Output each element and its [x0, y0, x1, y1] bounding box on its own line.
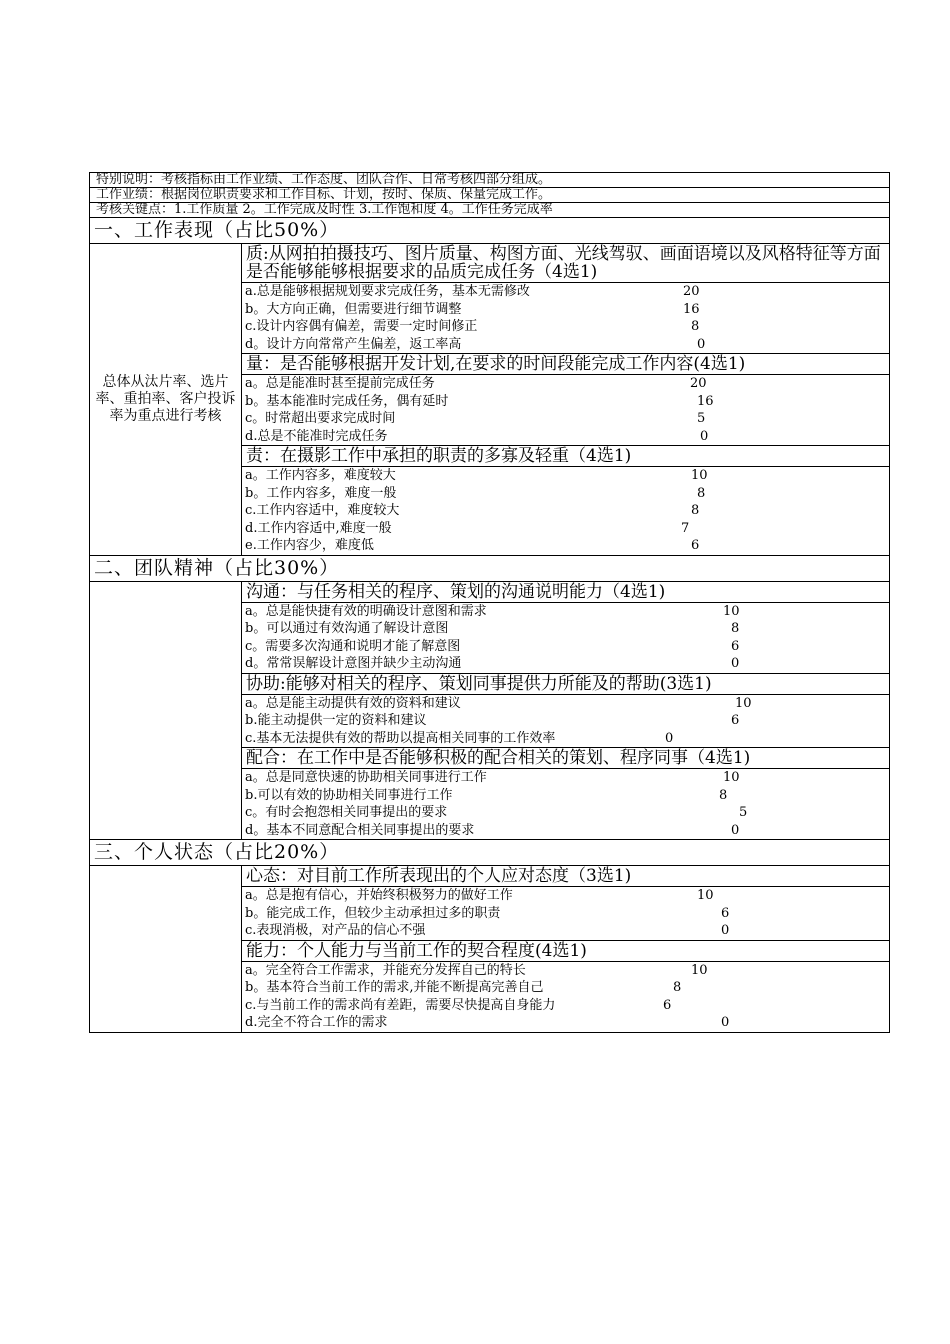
section-left-label [90, 866, 242, 1032]
option-text: d。常常误解设计意图并缺少主动沟通 [245, 656, 462, 671]
option-row [245, 502, 889, 520]
option-text: d.工作内容适中,难度一般 [245, 520, 392, 536]
option-row [245, 769, 889, 787]
option-list [242, 695, 889, 748]
option-text: c.工作内容适中，难度较大 [245, 503, 400, 518]
criterion-group [242, 866, 889, 941]
option-row [245, 485, 889, 503]
criterion-group [242, 354, 889, 446]
option-list [242, 467, 889, 555]
option-score: 0 [721, 923, 730, 938]
option-row [245, 712, 889, 730]
option-score: 8 [691, 503, 700, 518]
option-row [245, 695, 889, 713]
option-score: 0 [731, 822, 740, 838]
section-left-label [90, 582, 242, 840]
criterion-group [242, 244, 889, 354]
option-score: 20 [683, 284, 700, 299]
option-row [245, 1014, 889, 1032]
section-title: 一、工作表现（占比50%） [90, 218, 889, 244]
criterion-question: 心态：对目前工作所表现出的个人应对态度（3选1) [242, 866, 889, 887]
option-score: 6 [731, 638, 740, 654]
option-row [245, 887, 889, 905]
criterion-question: 沟通：与任务相关的程序、策划的沟通说明能力（4选1) [242, 582, 889, 603]
criterion-question: 协助:能够对相关的程序、策划同事提供力所能及的帮助(3选1) [242, 674, 889, 695]
option-list [242, 962, 889, 1032]
option-row [245, 787, 889, 805]
criterion-group [242, 674, 889, 749]
criteria-column [242, 866, 889, 1032]
option-score: 6 [691, 538, 700, 553]
option-row [245, 520, 889, 538]
option-text: c。时常超出要求完成时间 [245, 411, 396, 426]
option-text: a。工作内容多，难度较大 [245, 468, 396, 483]
special-note: 特别说明：考核指标由工作业绩、工作态度、团队合作、日常考核四部分组成。 [90, 173, 889, 188]
option-score: 0 [721, 1015, 730, 1030]
option-text: a。总是能主动提供有效的资料和建议 [245, 695, 461, 711]
option-list [242, 283, 889, 353]
option-score: 0 [731, 656, 740, 671]
option-text: b。基本能准时完成任务，偶有延时 [245, 393, 449, 409]
option-text: b。可以通过有效沟通了解设计意图 [245, 621, 449, 636]
option-text: e.工作内容少，难度低 [245, 538, 374, 553]
option-score: 5 [739, 805, 748, 820]
option-score: 10 [691, 468, 708, 483]
option-row [245, 922, 889, 940]
option-row [245, 905, 889, 923]
option-text: a。总是抱有信心，并始终积极努力的做好工作 [245, 888, 513, 903]
option-score: 10 [723, 770, 740, 785]
criterion-question: 量：是否能够根据开发计划,在要求的时间段能完成工作内容(4选1) [242, 354, 889, 375]
criterion-question: 能力：个人能力与当前工作的契合程度(4选1) [242, 941, 889, 962]
option-row [245, 603, 889, 621]
option-row [245, 375, 889, 393]
option-row [245, 301, 889, 319]
option-score: 0 [697, 336, 706, 352]
option-text: b。工作内容多，难度一般 [245, 485, 397, 501]
option-list [242, 887, 889, 940]
option-score: 10 [735, 695, 752, 711]
option-row [245, 962, 889, 980]
option-score: 10 [697, 888, 714, 903]
option-row [245, 537, 889, 555]
performance-note: 工作业绩：根据岗位职责要求和工作目标、计划，按时、保质、保量完成工作。 [90, 188, 889, 203]
criterion-group [242, 582, 889, 674]
option-row [245, 804, 889, 822]
section-left-label: 总体从汰片率、选片率、重拍率、客户投诉率为重点进行考核 [90, 244, 242, 555]
option-text: d。设计方向常常产生偏差，返工率高 [245, 336, 462, 352]
assessment-table [89, 172, 890, 1033]
option-row [245, 730, 889, 748]
option-list [242, 375, 889, 445]
option-text: a。总是同意快速的协助相关同事进行工作 [245, 770, 487, 785]
option-row [245, 318, 889, 336]
option-score: 16 [683, 301, 700, 317]
option-row [245, 620, 889, 638]
section-block [90, 866, 889, 1032]
option-row [245, 655, 889, 673]
key-points: 考核关键点：1.工作质量 2。工作完成及时性 3.工作饱和度 4。工作任务完成率 [90, 203, 889, 218]
criterion-group [242, 446, 889, 555]
option-text: c。需要多次沟通和说明才能了解意图 [245, 638, 461, 654]
option-row [245, 336, 889, 354]
option-text: c.表现消极，对产品的信心不强 [245, 923, 426, 938]
option-score: 8 [691, 319, 700, 334]
option-text: c.与当前工作的需求尚有差距，需要尽快提高自身能力 [245, 997, 556, 1013]
option-row [245, 638, 889, 656]
option-text: a。总是能准时甚至提前完成任务 [245, 376, 435, 391]
option-score: 6 [731, 713, 740, 728]
option-score: 6 [721, 905, 730, 921]
criterion-question: 质:从网拍拍摄技巧、图片质量、构图方面、光线驾驭、画面语境以及风格特征等方面是否能够能够根据要求的品质完成任务（4选1) [242, 244, 889, 283]
section-block [90, 582, 889, 841]
option-score: 10 [723, 603, 740, 619]
option-text: a。总是能快捷有效的明确设计意图和需求 [245, 603, 487, 619]
option-score: 8 [673, 980, 682, 995]
option-score: 6 [663, 997, 672, 1013]
option-score: 5 [697, 411, 706, 426]
option-row [245, 979, 889, 997]
option-score: 0 [700, 428, 709, 444]
criterion-question: 责：在摄影工作中承担的职责的多寡及轻重（4选1) [242, 446, 889, 467]
criteria-column [242, 244, 889, 555]
option-score: 20 [690, 376, 707, 391]
option-row [245, 467, 889, 485]
option-text: b。能完成工作，但较少主动承担过多的职责 [245, 905, 501, 921]
option-text: b。基本符合当前工作的需求,并能不断提高完善自己 [245, 980, 544, 995]
criterion-group [242, 748, 889, 839]
option-list [242, 603, 889, 673]
option-text: b.可以有效的协助相关同事进行工作 [245, 787, 453, 803]
option-score: 8 [731, 621, 740, 636]
option-score: 0 [665, 730, 674, 746]
criterion-group [242, 941, 889, 1032]
option-score: 8 [697, 485, 706, 501]
option-score: 10 [691, 962, 708, 978]
option-text: d。基本不同意配合相关同事提出的要求 [245, 822, 475, 838]
criterion-question: 配合：在工作中是否能够积极的配合相关的策划、程序同事（4选1) [242, 748, 889, 769]
option-score: 8 [719, 787, 728, 803]
option-text: c.设计内容偶有偏差，需要一定时间修正 [245, 319, 478, 334]
option-text: d.完全不符合工作的需求 [245, 1015, 388, 1030]
option-score: 7 [681, 520, 690, 536]
section-title: 二、团队精神（占比30%） [90, 556, 889, 582]
option-text: d.总是不能准时完成任务 [245, 428, 388, 444]
option-row [245, 393, 889, 411]
option-text: c.基本无法提供有效的帮助以提高相关同事的工作效率 [245, 730, 556, 746]
option-row [245, 410, 889, 428]
option-list [242, 769, 889, 839]
option-row [245, 283, 889, 301]
option-text: b。大方向正确，但需要进行细节调整 [245, 301, 462, 317]
option-text: c。有时会抱怨相关同事提出的要求 [245, 805, 448, 820]
option-text: a。完全符合工作需求，并能充分发挥自己的特长 [245, 962, 526, 978]
option-text: b.能主动提供一定的资料和建议 [245, 713, 427, 728]
section-title: 三、个人状态（占比20%） [90, 840, 889, 866]
option-row [245, 997, 889, 1015]
option-text: a.总是能够根据规划要求完成任务，基本无需修改 [245, 284, 530, 299]
option-score: 16 [697, 393, 714, 409]
criteria-column [242, 582, 889, 840]
option-row [245, 822, 889, 840]
section-block [90, 244, 889, 556]
option-row [245, 428, 889, 446]
